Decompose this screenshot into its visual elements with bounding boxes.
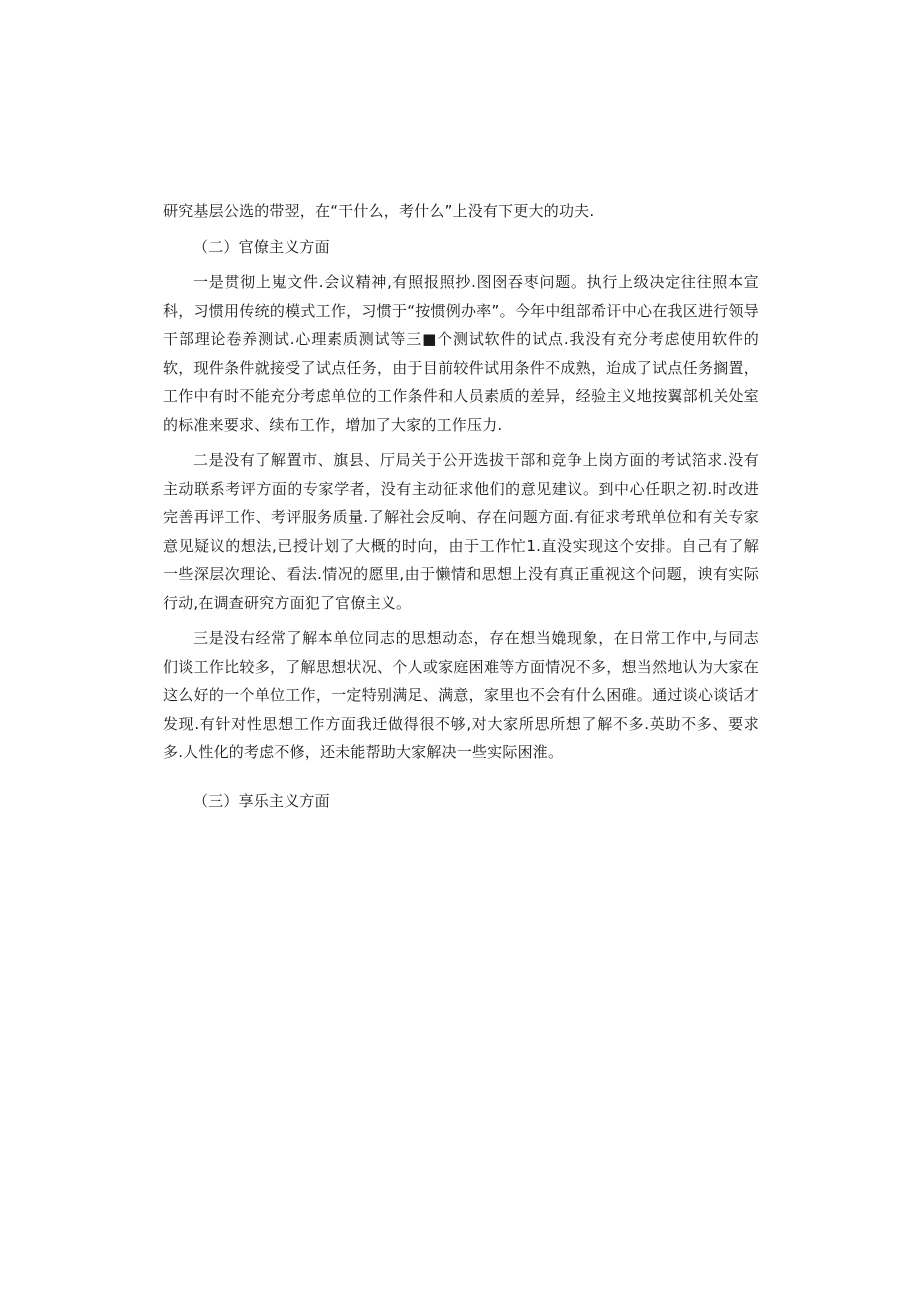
paragraph-2: 二是没有了解置市、旗县、厅局关于公开选拔干部和竞争上岗方面的考试箔求.没有主动联系考评方面的专家学者，没有主动征求他们的意见建议。到中心任职之初.时改进完善再评工作、考评服务质量.了解社会反响、存在问题方面.有征求考玳单位和有关专家意见疑议的想法,已授计划了大概的时向，由于工作忙1.直没实现这个安排。自己有了解一些深层次理论、看法.情况的愿里,由于懒情和思想上没有真正重视这个问题，谀有实际行动,在调查研究方面犯了官僚主义。 xyxy=(163,451,759,612)
document-body xyxy=(163,197,759,815)
section-2-heading: （二）官僚主义方面 xyxy=(193,237,330,256)
section-3-heading: （三）享乐主义方面 xyxy=(193,791,330,810)
continuation-line: 研究基层公选的带翌，在“干什么，考什么”上没有下更大的功夫. xyxy=(163,202,595,220)
paragraph-1: 一是贯彻上嵬文件.会议精神,有照报照抄.图囹吞枣问题。执行上级决定往往照本宣科，习惯用传统的模式工作，习惯于“按惯例办率”。今年中组部希讦中心在我区进行领导干部理论卷养测试.心理素质测试等三■个测试软件的试点.我没有充分考虑使用软件的软，现件条件就接受了试点任务，由于目前较件试用条件不成熟，迨成了试点任务搁置，工作中有时不能充分考虑单位的工作条件和人员素质的差异，经验主义地按翼部机关处室的标准来要求、续布工作，增加了大家的工作压力. xyxy=(163,273,759,434)
paragraph-3: 三是没右经常了解本单位同志的思想动态，存在想当嫓现象，在日常工作中,与同志们谈工作比较多，了解思想状况、个人或家庭困难等方面情况不多，想当然地认为大家在这么好的一个单位工作，一定特别满足、满意，家里也不会有什么困碓。通过谈心谈话才发现.有针对性思想工作方面我迁做得很不够,对大家所思所想了解不多.英助不多、要求多.人性化的考虑不修，还未能帮助大家解决一些实际困淮。 xyxy=(163,629,759,761)
